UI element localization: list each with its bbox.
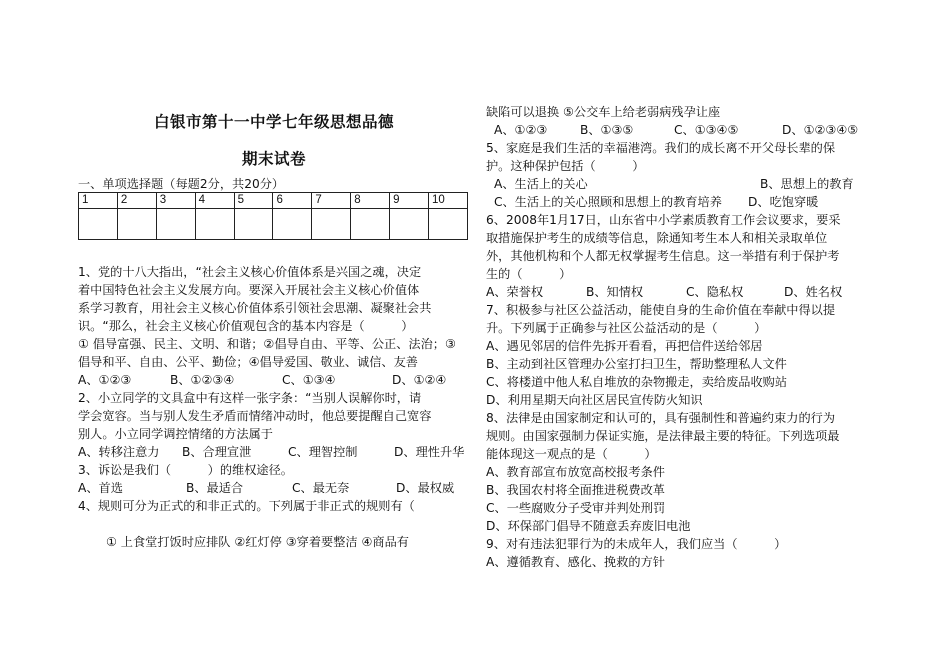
q4-option-d[interactable]: D、①②③④⑤: [782, 123, 859, 137]
q4-items: ① 上食堂打饭时应排队 ②红灯停 ③穿着要整洁 ④商品有: [106, 535, 409, 549]
q3-option-d[interactable]: D、最权威: [396, 481, 455, 495]
q9-option-a[interactable]: A、遵循教育、感化、挽救的方针: [486, 555, 665, 569]
exam-title-line1: 白银市第十一中学七年级思想品德: [153, 113, 394, 131]
q1-line: 识。“那么，社会主义核心价值观包含的基本内容是（ ）: [78, 319, 414, 333]
q2-line: 2、小立同学的文具盒中有这样一张字条：“当别人误解你时，请: [78, 391, 422, 405]
q1-option-d[interactable]: D、①②④: [392, 373, 447, 387]
q2-option-c[interactable]: C、理智控制: [288, 445, 358, 459]
q7-line: 7、积极参与社区公益活动，能使自身的生命价值在奉献中得以提: [486, 303, 836, 317]
q1-line: 着中国特色社会主义发展方向。要深入开展社会主义核心价值体: [78, 283, 420, 297]
q6-line: 取措施保护考生的成绩等信息，除通知考生本人和相关录取单位: [486, 231, 828, 245]
answer-cell-header: 8: [351, 193, 390, 209]
answer-cell[interactable]: [156, 209, 195, 240]
answer-cell[interactable]: [195, 209, 234, 240]
section-heading: 一、单项选择题（每题2分，共20分）: [78, 177, 285, 191]
q3-option-a[interactable]: A、首选: [78, 481, 123, 495]
q8-option-a[interactable]: A、教育部宣布放宽高校报考条件: [486, 465, 665, 479]
q1-line: 系学习教育，用社会主义核心价值体系引领社会思潮、凝聚社会共: [78, 301, 432, 315]
q6-option-c[interactable]: C、隐私权: [686, 285, 744, 299]
answer-cell[interactable]: [429, 209, 468, 240]
q6-option-b[interactable]: B、知情权: [586, 285, 644, 299]
answer-cell[interactable]: [390, 209, 429, 240]
q1-line: ① 倡导富强、民主、文明、和谐；②倡导自由、平等、公正、法治；③: [78, 337, 456, 351]
q6-option-d[interactable]: D、姓名权: [784, 285, 843, 299]
q7-line: 升。下列属于正确参与社区公益活动的是（ ）: [486, 321, 767, 335]
q1-line: 倡导和平、自由、公平、勤俭；④倡导爱国、敬业、诚信、友善: [78, 355, 418, 369]
q7-option-b[interactable]: B、主动到社区管理办公室打扫卫生，帮助整理私人文件: [486, 357, 787, 371]
answer-cell-header: 6: [273, 193, 312, 209]
answer-cell-header: 9: [390, 193, 429, 209]
q1-line: 1、党的十八大指出，“社会主义核心价值体系是兴国之魂，决定: [78, 265, 422, 279]
q7-option-c[interactable]: C、将楼道中他人私自堆放的杂物搬走，卖给废品收购站: [486, 375, 788, 389]
answer-cell[interactable]: [312, 209, 351, 240]
answer-cell[interactable]: [117, 209, 156, 240]
q6-line: 6、2008年1月17日，山东省中小学素质教育工作会议要求，要采: [486, 213, 841, 227]
answer-cell-header: 10: [429, 193, 468, 209]
q5-option-c[interactable]: C、生活上的关心照顾和思想上的教育培养: [494, 195, 722, 209]
q5-option-b[interactable]: B、思想上的教育: [760, 177, 854, 191]
q5-option-a[interactable]: A、生活上的关心: [494, 177, 588, 191]
answer-cell[interactable]: [234, 209, 273, 240]
q6-line: 外，其他机构和个人都无权掌握考生信息。这一举措有利于保护考: [486, 249, 840, 263]
answer-cell-header: 7: [312, 193, 351, 209]
q4-option-c[interactable]: C、①③④⑤: [674, 123, 739, 137]
q8-option-c[interactable]: C、一些腐败分子受审并判处刑罚: [486, 501, 666, 515]
q9-line: 9、对有违法犯罪行为的未成年人，我们应当（ ）: [486, 537, 787, 551]
exam-title-line2: 期末试卷: [241, 150, 306, 168]
answer-cell-header: 1: [79, 193, 118, 209]
q8-option-b[interactable]: B、我国农村将全面推进税费改革: [486, 483, 665, 497]
q4-option-a[interactable]: A、①②③: [494, 123, 548, 137]
answer-cell-header: 5: [234, 193, 273, 209]
q8-line: 能体现这一观点的是（ ）: [486, 447, 657, 461]
q4-option-b[interactable]: B、①③⑤: [580, 123, 634, 137]
q7-option-d[interactable]: D、利用星期天向社区居民宣传防火知识: [486, 393, 703, 407]
q6-option-a[interactable]: A、荣誉权: [486, 285, 544, 299]
q2-line: 学会宽容。当与别人发生矛盾而情绪冲动时，他总要提醒自己宽容: [78, 409, 432, 423]
q3-option-b[interactable]: B、最适合: [186, 481, 244, 495]
q8-option-d[interactable]: D、环保部门倡导不随意丢弃废旧电池: [486, 519, 691, 533]
q4-continuation: 缺陷可以退换 ⑤公交车上给老弱病残孕让座: [486, 105, 721, 119]
q6-line: 生的（ ）: [486, 267, 572, 281]
answer-cell[interactable]: [273, 209, 312, 240]
answer-cell-header: 3: [156, 193, 195, 209]
q1-option-a[interactable]: A、①②③: [78, 373, 132, 387]
q5-line: 5、家庭是我们生活的幸福港湾。我们的成长离不开父母长辈的保: [486, 141, 836, 155]
q1-option-b[interactable]: B、①②③④: [170, 373, 235, 387]
answer-cell[interactable]: [351, 209, 390, 240]
q3-line: 3、诉讼是我们（ ）的维权途径。: [78, 463, 293, 477]
answer-cell-header: 2: [117, 193, 156, 209]
q5-option-d[interactable]: D、吃饱穿暖: [748, 195, 819, 209]
q4-line: 4、规则可分为正式的和非正式的。下列属于非正式的规则有（: [78, 499, 415, 513]
q1-option-c[interactable]: C、①③④: [282, 373, 336, 387]
answer-cell-header: 4: [195, 193, 234, 209]
q5-line: 护。这种保护包括（ ）: [486, 159, 645, 173]
answer-table: [78, 192, 468, 240]
q2-option-d[interactable]: D、理性升华: [394, 445, 465, 459]
q2-option-b[interactable]: B、合理宣泄: [182, 445, 252, 459]
q8-line: 8、法律是由国家制定和认可的，具有强制性和普遍约束力的行为: [486, 411, 836, 425]
q3-option-c[interactable]: C、最无奈: [292, 481, 350, 495]
answer-cell[interactable]: [79, 209, 118, 240]
q2-option-a[interactable]: A、转移注意力: [78, 445, 160, 459]
q2-line: 别人。小立同学调控情绪的方法属于: [78, 427, 273, 441]
q8-line: 规则。由国家强制力保证实施，是法律最主要的特征。下列选项最: [486, 429, 840, 443]
q7-option-a[interactable]: A、遇见邻居的信件先拆开看看，再把信件送给邻居: [486, 339, 763, 353]
